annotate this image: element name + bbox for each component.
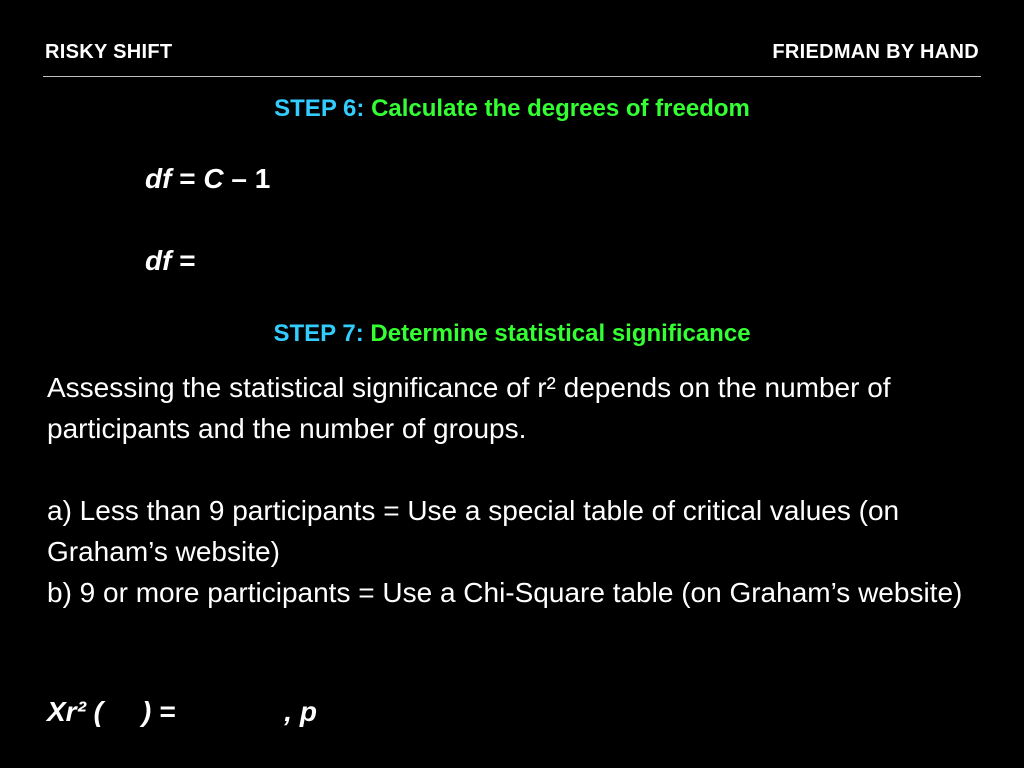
step7-description: Determine statistical significance bbox=[370, 320, 751, 347]
result-statement: Xr² ( ) = , p bbox=[47, 696, 317, 727]
df-symbol: df bbox=[145, 163, 172, 194]
df-answer-line bbox=[145, 245, 196, 277]
step6-description: Calculate the degrees of freedom bbox=[371, 95, 750, 122]
df-answer-equals: = bbox=[179, 245, 196, 276]
slide-title-left: RISKY SHIFT bbox=[45, 41, 173, 63]
minus-one: – 1 bbox=[231, 163, 271, 194]
option-b-text: b) 9 or more participants = Use a Chi-Square table (on Graham’s website) bbox=[47, 577, 963, 608]
equals-sign: = bbox=[179, 163, 196, 194]
df-formula bbox=[145, 163, 270, 195]
option-a-text: a) Less than 9 participants = Use a special table of critical values (on Graham’s website) bbox=[47, 495, 900, 567]
step7-label: STEP 7: bbox=[273, 320, 364, 347]
header-divider bbox=[43, 76, 981, 77]
step6-heading bbox=[0, 95, 1024, 123]
slide-title-right: FRIEDMAN BY HAND bbox=[772, 41, 979, 63]
df-answer-symbol: df bbox=[145, 245, 172, 276]
step6-label: STEP 6: bbox=[274, 95, 365, 122]
c-symbol: C bbox=[203, 163, 224, 194]
significance-intro: Assessing the statistical significance of r² depends on the number of participants and the number of groups. bbox=[47, 372, 891, 444]
step7-heading bbox=[0, 320, 1024, 348]
